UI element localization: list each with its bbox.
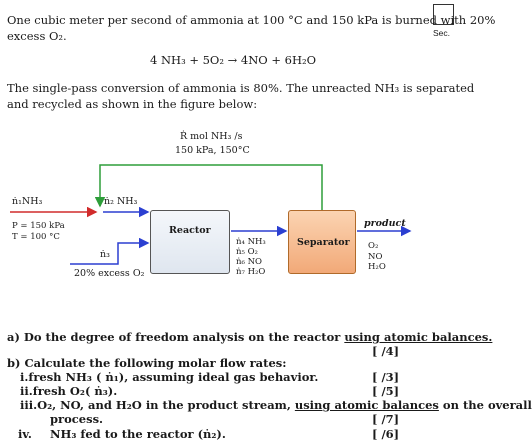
question-a-text: a) Do the degree of freedom analysis on the reactor bbox=[7, 330, 341, 344]
stream-n4: ṅ₄ NH₃ bbox=[236, 237, 266, 247]
question-b-i-marks: [ /3] bbox=[372, 370, 400, 384]
intro-line-2: excess O₂. bbox=[7, 29, 67, 43]
question-b-iv-number: iv. bbox=[18, 427, 32, 441]
question-a bbox=[7, 330, 492, 344]
feed-label: ṅ₁NH₃ bbox=[12, 196, 43, 207]
separator-box bbox=[288, 210, 356, 274]
question-b-iii-text: iii.O₂, NO, and H₂O in the product stream, bbox=[20, 398, 291, 412]
n3-label: ṅ₃ bbox=[100, 249, 110, 260]
product-h2o: H₂O bbox=[368, 262, 386, 272]
reactor-box bbox=[150, 210, 230, 274]
section-label: Sec. bbox=[433, 28, 451, 38]
question-b-iii bbox=[20, 398, 532, 412]
feed-pressure: P = 150 kPa bbox=[12, 221, 65, 231]
question-a-marks: [ /4] bbox=[372, 344, 400, 358]
stream-n5: ṅ₅ O₂ bbox=[236, 247, 258, 257]
reactor-outlet-streams bbox=[236, 237, 266, 277]
stream-n7: ṅ₇ H₂O bbox=[236, 267, 266, 277]
question-b-iv-marks: [ /6] bbox=[372, 427, 400, 441]
n2-label: ṅ₂ NH₃ bbox=[104, 196, 138, 207]
intro-line-1: One cubic meter per second of ammonia at 100 °C and 150 kPa is burned with 20% bbox=[7, 13, 496, 27]
o2-excess-label: 20% excess O₂ bbox=[74, 268, 145, 279]
separator-label: Separator bbox=[297, 237, 350, 248]
question-b-iv: NH₃ fed to the reactor (ṅ₂). bbox=[50, 427, 226, 441]
reactor-label: Reactor bbox=[169, 225, 211, 236]
paragraph-line-2: and recycled as shown in the figure below: bbox=[7, 97, 258, 111]
reaction-equation: 4 NH₃ + 5O₂ → 4NO + 6H₂O bbox=[150, 53, 317, 67]
product-o2: O₂ bbox=[368, 241, 379, 251]
recycle-label-line-1: Ṙ mol NH₃ /s bbox=[180, 131, 243, 142]
stream-n6: ṅ₆ NO bbox=[236, 257, 262, 267]
feed-temperature: T = 100 °C bbox=[12, 232, 60, 242]
question-b-iii-marks: [ /7] bbox=[372, 412, 400, 426]
question-b-i: i.fresh NH₃ ( ṅ₁), assuming ideal gas behavior. bbox=[20, 370, 319, 384]
question-b-iii-tail: on the overall bbox=[442, 398, 532, 412]
question-b-iii-underlined: using atomic balances bbox=[294, 398, 439, 412]
paragraph-line-1: The single-pass conversion of ammonia is 80%. The unreacted NH₃ is separated bbox=[7, 81, 475, 95]
question-b-iii-cont: process. bbox=[50, 412, 104, 426]
product-no: NO bbox=[368, 251, 383, 262]
question-b-ii-marks: [ /5] bbox=[372, 384, 400, 398]
product-streams bbox=[368, 241, 386, 273]
question-b-ii: ii.fresh O₂( ṅ₃). bbox=[20, 384, 118, 398]
question-a-underlined: using atomic balances. bbox=[344, 330, 493, 344]
question-b: b) Calculate the following molar flow rates: bbox=[7, 356, 287, 370]
product-title: product bbox=[364, 218, 406, 229]
recycle-label-line-2: 150 kPa, 150°C bbox=[175, 145, 250, 156]
